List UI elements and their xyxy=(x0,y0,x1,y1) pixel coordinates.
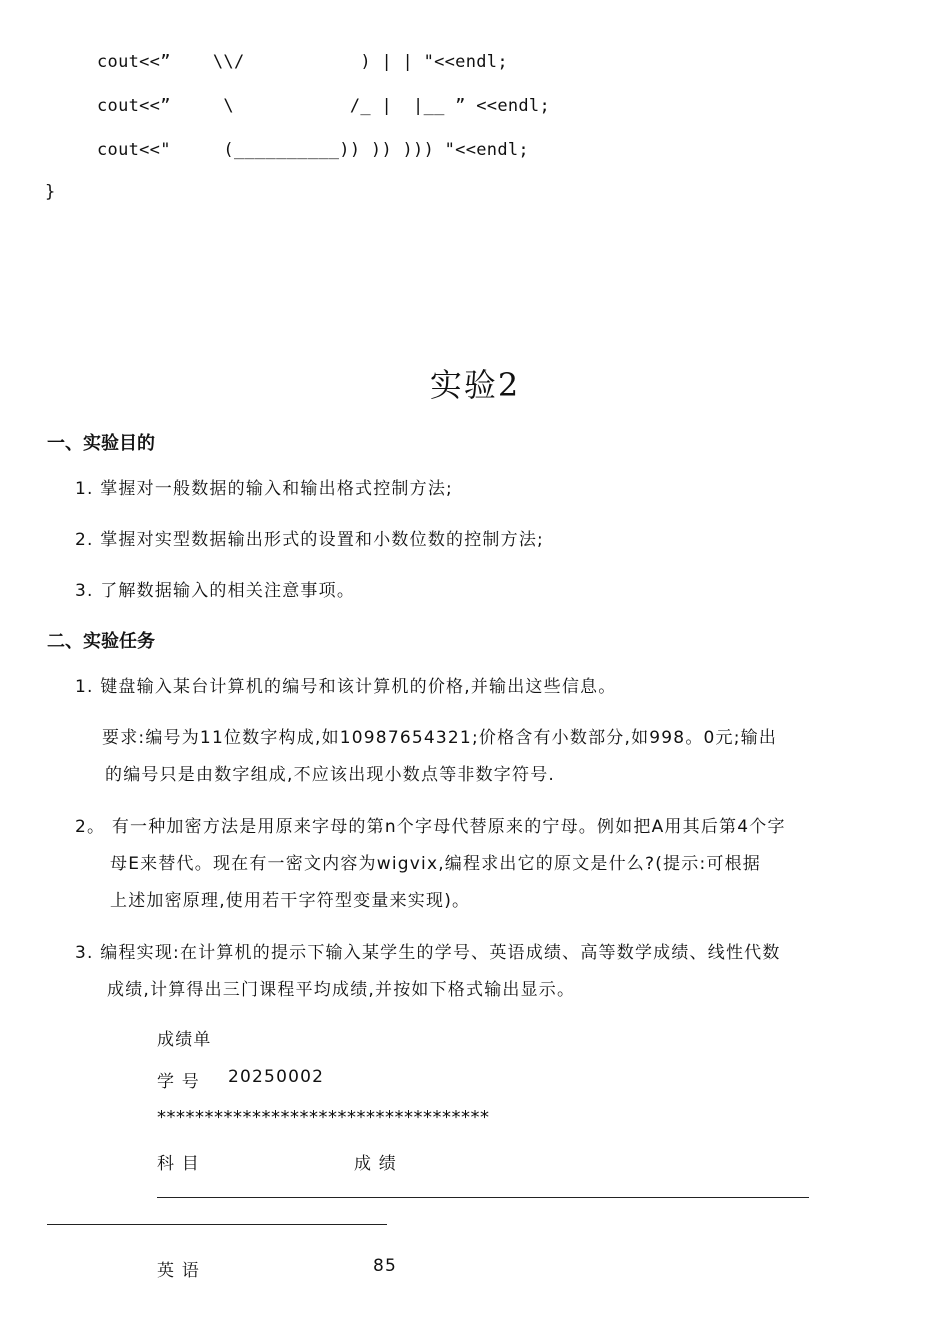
task2-line3: 上述加密原理,使用若干字符型变量来实现)。 xyxy=(110,891,471,911)
task1-requirement-line1: 要求:编号为11位数字构成,如10987654321;价格含有小数部分,如998。0元;输出 xyxy=(102,728,778,748)
page-title: 实验2 xyxy=(429,366,521,404)
report-column-score: 成 绩 xyxy=(354,1154,398,1174)
report-star-divider: *********************************** xyxy=(157,1107,490,1128)
section-heading-objectives: 一、实验目的 xyxy=(47,433,155,454)
code-line-2: cout<<” \ /_ | |__ ” <<endl; xyxy=(97,96,550,116)
objective-item: 1. 掌握对一般数据的输入和输出格式控制方法; xyxy=(75,479,453,499)
report-divider-line xyxy=(157,1197,809,1198)
section-heading-tasks: 二、实验任务 xyxy=(47,631,155,652)
objective-item: 3. 了解数据输入的相关注意事项。 xyxy=(75,581,356,601)
objective-item: 2. 掌握对实型数据输出形式的设置和小数位数的控制方法; xyxy=(75,530,544,550)
report-column-subject: 科 目 xyxy=(157,1154,201,1174)
code-line-1: cout<<” \\/ ) | | "<<endl; xyxy=(97,52,508,72)
code-close-brace: } xyxy=(45,182,56,202)
task3-line1: 3. 编程实现:在计算机的提示下输入某学生的学号、英语成绩、高等数学成绩、线性代数 xyxy=(75,943,781,963)
report-divider-line-wrap xyxy=(47,1224,387,1225)
task3-line2: 成绩,计算得出三门课程平均成绩,并按如下格式输出显示。 xyxy=(107,980,576,1000)
report-row-score: 85 xyxy=(373,1256,398,1276)
report-row-subject: 英 语 xyxy=(157,1261,201,1281)
report-id-label: 学 号 xyxy=(157,1072,201,1092)
task2-line2: 母E来替代。现在有一密文内容为wigvix,编程求出它的原文是什么?(提示:可根据 xyxy=(110,854,761,874)
task2-line1: 2。 有一种加密方法是用原来字母的第n个字母代替原来的宁母。例如把A用其后第4个字 xyxy=(75,817,786,837)
report-id-value: 20250002 xyxy=(228,1067,325,1087)
task1-requirement-line2: 的编号只是由数字组成,不应该出现小数点等非数字符号. xyxy=(105,765,556,785)
code-line-3: cout<<" (__________)) )) ))) "<<endl; xyxy=(97,140,529,160)
task1-title: 1. 键盘输入某台计算机的编号和该计算机的价格,并输出这些信息。 xyxy=(75,677,617,697)
report-title: 成绩单 xyxy=(157,1030,212,1050)
